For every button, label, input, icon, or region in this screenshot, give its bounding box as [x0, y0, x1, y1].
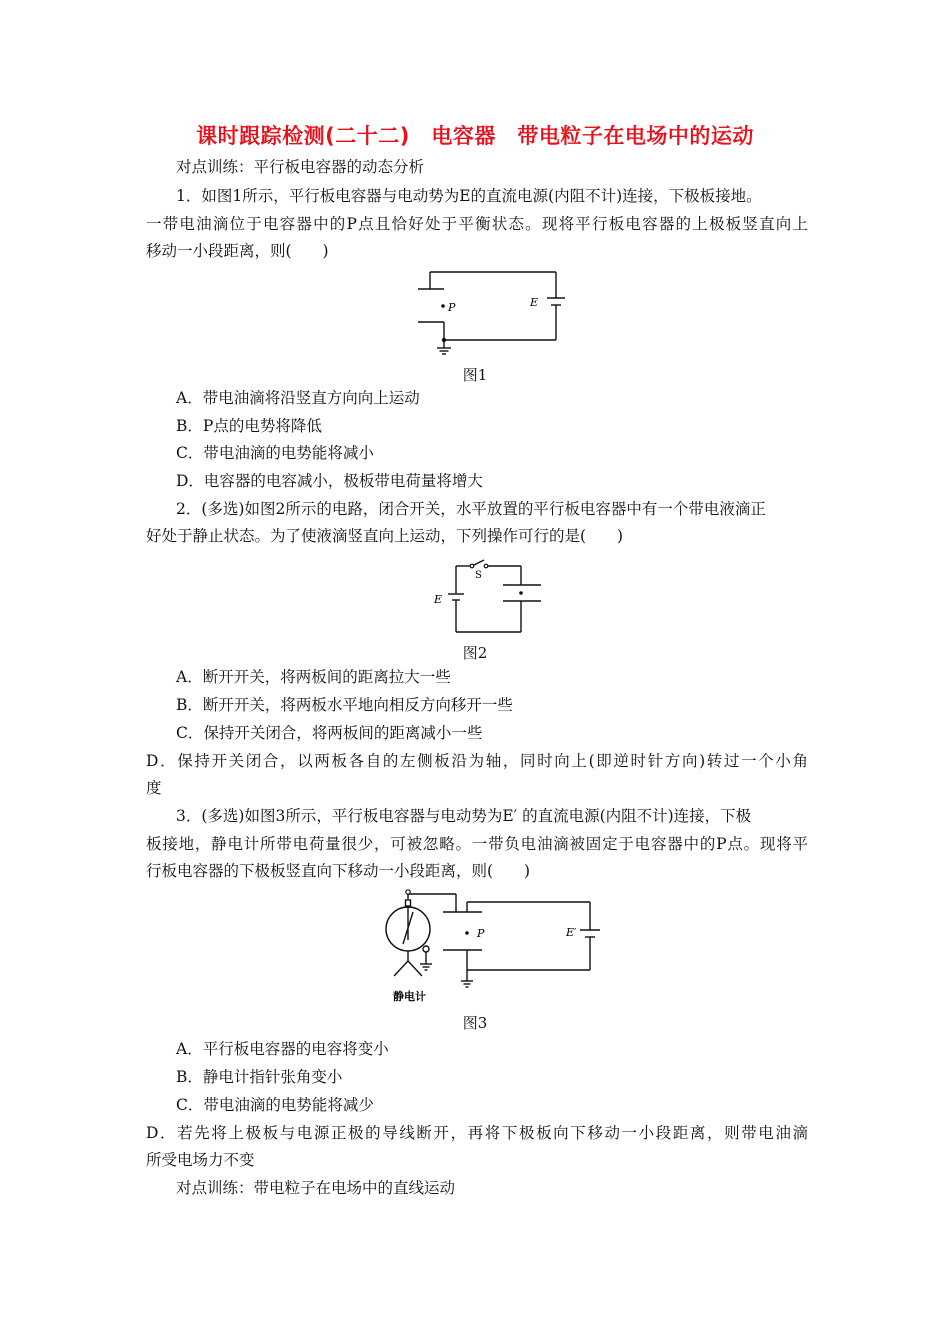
q2-option-d-line1: D．保持开关闭合，以两板各自的左侧板沿为轴，同时向上(即逆时针方向)转过一个小角 [146, 752, 808, 770]
figure-1-circuit [410, 264, 570, 360]
figure-3-meter-label: 静电计 [393, 990, 426, 1003]
section-heading: 对点训练：平行板电容器的动态分析 [176, 158, 425, 176]
q1-stem-line3: 移动一小段距离，则( ) [146, 242, 329, 260]
section-heading-2: 对点训练：带电粒子在电场中的直线运动 [176, 1179, 456, 1197]
q3-option-a: A．平行板电容器的电容将变小 [176, 1040, 389, 1058]
figure-2-caption: 图2 [462, 644, 488, 662]
q3-option-c: C．带电油滴的电势能将减少 [176, 1096, 374, 1114]
figure-2-circuit [425, 556, 560, 638]
figure-3-point-label: P [477, 927, 485, 940]
figure-3-emf-label: E′ [566, 926, 577, 939]
figure-3-caption: 图3 [462, 1014, 488, 1032]
figure-3-circuit [378, 886, 608, 1008]
q2-option-c: C．保持开关闭合，将两板间的距离减小一些 [176, 724, 483, 742]
q3-option-b: B．静电计指针张角变小 [176, 1068, 343, 1086]
q2-stem-line2: 好处于静止状态。为了使液滴竖直向上运动，下列操作可行的是( ) [146, 527, 624, 545]
q3-option-d-line1: D．若先将上极板与电源正极的导线断开，再将下极板向下移动一小段距离，则带电油滴 [146, 1124, 808, 1142]
q1-stem-line1: 1．如图1所示，平行板电容器与电动势为E的直流电源(内阻不计)连接，下极板接地。 [176, 187, 762, 205]
page-title: 课时跟踪检测(二十二) 电容器 带电粒子在电场中的运动 [196, 124, 754, 148]
figure-2-switch-label: S [475, 570, 482, 581]
q2-option-b: B．断开开关，将两板水平地向相反方向移开一些 [176, 696, 513, 714]
q3-stem-line3: 行板电容器的下极板竖直向下移动一小段距离，则( ) [146, 862, 531, 880]
q1-stem-line2: 一带电油滴位于电容器中的P点且恰好处于平衡状态。现将平行板电容器的上极板竖直向上 [146, 215, 808, 233]
figure-1-caption: 图1 [462, 366, 488, 384]
q1-option-b: B．P点的电势将降低 [176, 417, 322, 435]
figure-2-emf-label: E [434, 593, 443, 606]
q3-option-d-line2: 所受电场力不变 [146, 1151, 255, 1169]
q2-stem-line1: 2．(多选)如图2所示的电路，闭合开关，水平放置的平行板电容器中有一个带电液滴正 [176, 500, 766, 518]
q3-stem-line2: 板接地，静电计所带电荷量很少，可被忽略。一带负电油滴被固定于电容器中的P点。现将平 [146, 835, 808, 853]
q1-option-d: D．电容器的电容减小，极板带电荷量将增大 [176, 472, 483, 490]
q2-option-a: A．断开开关，将两板间的距离拉大一些 [176, 668, 451, 686]
q2-option-d-line2: 度 [146, 779, 162, 797]
q1-option-c: C．带电油滴的电势能将减小 [176, 444, 374, 462]
q1-option-a: A．带电油滴将沿竖直方向向上运动 [176, 389, 420, 407]
figure-1-emf-label: E [530, 296, 539, 309]
q3-stem-line1: 3．(多选)如图3所示，平行板电容器与电动势为E′ 的直流电源(内阻不计)连接，下极 [176, 807, 752, 825]
figure-1-point-label: P [448, 301, 456, 314]
